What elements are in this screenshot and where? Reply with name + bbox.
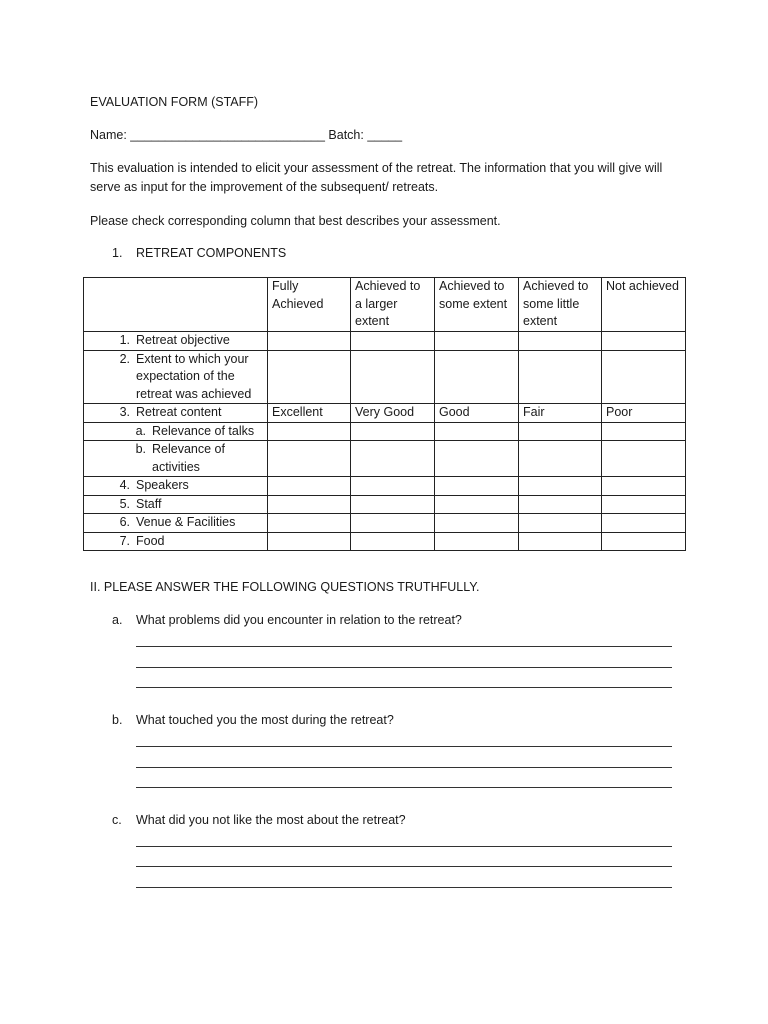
row-label-cell (84, 495, 268, 514)
answer-line[interactable] (136, 887, 672, 888)
answer-line[interactable] (136, 866, 672, 867)
question-text: What did you not like the most about the retreat? (136, 813, 406, 827)
rating-cell[interactable] (351, 514, 435, 533)
rating-cell[interactable] (435, 477, 519, 496)
answer-line[interactable] (136, 646, 672, 647)
row-label: Venue & Facilities (136, 515, 236, 529)
table-row (84, 332, 686, 351)
rating-cell[interactable] (602, 441, 686, 477)
rating-cell[interactable] (602, 477, 686, 496)
row-label: Speakers (136, 478, 189, 492)
rating-cell[interactable] (351, 532, 435, 551)
row-label-cell (84, 404, 268, 423)
row-label: Staff (136, 496, 162, 511)
rating-cell[interactable] (268, 532, 351, 551)
rating-cell[interactable] (519, 441, 602, 477)
rating-cell[interactable] (268, 422, 351, 441)
table-row (84, 514, 686, 533)
row-label: Extent to which your expectation of the retreat was achieved (136, 351, 252, 401)
rating-cell[interactable] (435, 332, 519, 351)
header-fully-achieved: Fully Achieved (268, 278, 351, 332)
rating-cell[interactable] (435, 514, 519, 533)
table-row (84, 495, 686, 514)
scale-excellent: Excellent (268, 404, 351, 423)
answer-line[interactable] (136, 687, 672, 688)
rating-cell[interactable] (602, 514, 686, 533)
table-row (84, 422, 686, 441)
rating-cell[interactable] (351, 495, 435, 514)
rating-cell[interactable] (351, 441, 435, 477)
row-label-cell (84, 422, 268, 441)
rating-cell[interactable] (268, 441, 351, 477)
scale-very-good: Very Good (351, 404, 435, 423)
rating-cell[interactable] (435, 441, 519, 477)
row-label-cell (84, 477, 268, 496)
rating-cell[interactable] (602, 495, 686, 514)
section2-title: II. PLEASE ANSWER THE FOLLOWING QUESTIONS TRUTHFULLY. (90, 580, 480, 594)
row-label: Relevance of activities (152, 442, 225, 474)
rating-cell[interactable] (435, 495, 519, 514)
table-row (84, 350, 686, 404)
rating-cell[interactable] (519, 332, 602, 351)
rating-cell[interactable] (268, 477, 351, 496)
rating-cell[interactable] (351, 477, 435, 496)
row-number: 5. (119, 496, 130, 511)
section1-title: RETREAT COMPONENTS (136, 246, 287, 260)
rating-cell[interactable] (435, 350, 519, 404)
form-title: EVALUATION FORM (STAFF) (90, 95, 259, 109)
rating-cell[interactable] (519, 514, 602, 533)
rating-cell[interactable] (602, 350, 686, 404)
row-label: Relevance of talks (152, 423, 255, 438)
retreat-components-table (83, 277, 686, 551)
rating-cell[interactable] (435, 532, 519, 551)
row-number: 1. (119, 333, 130, 347)
table-row (84, 441, 686, 477)
answer-line[interactable] (136, 667, 672, 668)
row-number: 2. (119, 351, 130, 366)
row-number: b. (135, 442, 146, 456)
header-cell-blank (84, 278, 268, 332)
rating-cell[interactable] (519, 350, 602, 404)
row-number: 6. (119, 515, 130, 529)
answer-line[interactable] (136, 846, 672, 847)
header-achieved-some-extent: Achieved to some extent (435, 278, 519, 332)
question-letter: c. (112, 813, 122, 827)
question-letter: b. (112, 713, 123, 727)
row-label: Food (136, 533, 165, 548)
row-label-cell (84, 441, 268, 477)
rating-cell[interactable] (351, 332, 435, 351)
answer-line[interactable] (136, 787, 672, 788)
rating-cell[interactable] (602, 532, 686, 551)
rating-cell[interactable] (351, 422, 435, 441)
rating-cell[interactable] (519, 495, 602, 514)
row-label-cell (84, 514, 268, 533)
row-label: Retreat objective (136, 333, 230, 347)
rating-cell[interactable] (519, 477, 602, 496)
table-row (84, 404, 686, 423)
header-achieved-larger-extent: Achieved to a larger extent (351, 278, 435, 332)
row-label: Retreat content (136, 405, 222, 419)
question-text: What problems did you encounter in relation to the retreat? (136, 613, 462, 627)
question-letter: a. (112, 613, 123, 627)
instruction-text: Please check corresponding column that best describes your assessment. (90, 214, 501, 228)
table-header-row (84, 278, 686, 332)
rating-cell[interactable] (519, 422, 602, 441)
scale-fair: Fair (519, 404, 602, 423)
scale-poor: Poor (602, 404, 686, 423)
row-number: 3. (119, 405, 130, 419)
rating-cell[interactable] (351, 350, 435, 404)
row-number: 4. (119, 478, 130, 492)
section1-number: 1. (112, 246, 123, 260)
rating-cell[interactable] (268, 350, 351, 404)
scale-good: Good (435, 404, 519, 423)
rating-cell[interactable] (602, 422, 686, 441)
rating-cell[interactable] (435, 422, 519, 441)
answer-line[interactable] (136, 746, 672, 747)
intro-paragraph: This evaluation is intended to elicit your assessment of the retreat. The information that you will give will serve as input for the improvement of the subsequent/ retreats. (90, 161, 663, 194)
table-row (84, 477, 686, 496)
row-number: 7. (119, 533, 130, 548)
rating-cell[interactable] (519, 532, 602, 551)
rating-cell[interactable] (268, 332, 351, 351)
answer-line[interactable] (136, 767, 672, 768)
row-label-cell (84, 332, 268, 351)
question-text: What touched you the most during the retreat? (136, 713, 394, 727)
rating-cell[interactable] (268, 514, 351, 533)
table-row (84, 532, 686, 551)
rating-cell[interactable] (602, 332, 686, 351)
rating-cell[interactable] (268, 495, 351, 514)
header-not-achieved: Not achieved (602, 278, 686, 332)
row-label-cell (84, 532, 268, 551)
row-label-cell (84, 350, 268, 404)
name-batch-line[interactable]: Name: ____________________________ Batch: _____ (90, 128, 403, 142)
row-number: a. (135, 423, 146, 438)
header-achieved-little-extent: Achieved to some little extent (519, 278, 602, 332)
